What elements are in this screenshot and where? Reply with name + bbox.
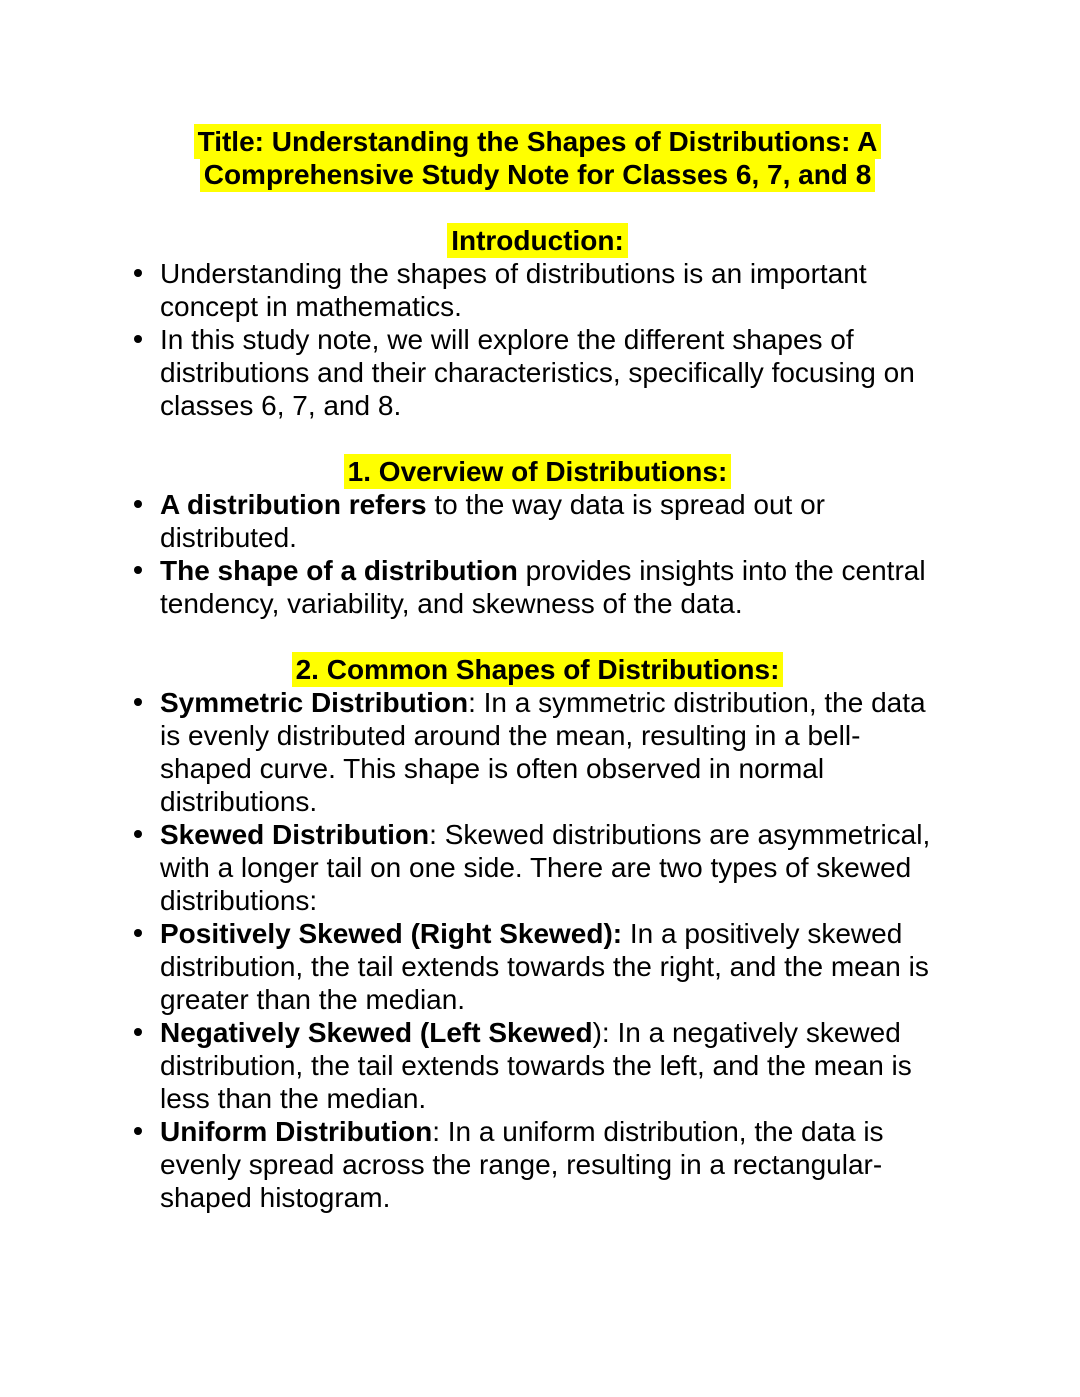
list-item [133,488,942,554]
bullet-text: provides insights into the central tendency, variability, and skewness of the data. [160,555,926,619]
bullet-bold-text: Negatively Skewed (Left Skewed [160,1017,593,1048]
bullet-bold-text: Uniform Distribution [160,1116,433,1147]
section-introduction-heading-highlight: Introduction: [447,223,628,258]
bullet-icon [134,566,142,574]
bullet-bold-text: The shape of a distribution [160,555,518,586]
bullet-text: : In a symmetric distribution, the data is evenly distributed around the mean, resulting in a bell-shaped curve. This shape is often observed in normal distributions. [160,687,926,817]
list-item [133,323,942,422]
bullet-icon [134,500,142,508]
list-item [133,554,942,620]
bullet-icon [134,269,142,277]
section-common-shapes-heading-highlight: 2. Common Shapes of Distributions: [292,652,784,687]
bullet-bold-text: Symmetric Distribution [160,687,469,718]
bullet-text: : Skewed distributions are asymmetrical, with a longer tail on one side. There are two types of skewed distributions: [160,819,931,916]
document-title [133,125,942,191]
bullet-bold-text: Skewed Distribution [160,819,430,850]
bullet-text: Understanding the shapes of distributions is an important concept in mathematics. [160,258,867,322]
list-item [133,257,942,323]
bullet-icon [134,1127,142,1135]
bullet-text: In a positively skewed distribution, the tail extends towards the right, and the mean is greater than the median. [160,918,929,1015]
introduction-bullet-list [133,257,942,422]
section-introduction [133,224,942,422]
bullet-icon [134,698,142,706]
bullet-icon [134,335,142,343]
bullet-text: : In a uniform distribution, the data is evenly spread across the range, resulting in a rectangular-shaped histogram. [160,1116,884,1213]
bullet-bold-text: Positively Skewed (Right Skewed): [160,918,623,949]
bullet-text: to the way data is spread out or distributed. [160,489,825,553]
section-introduction-heading [133,224,942,257]
section-common-shapes [133,653,942,1214]
list-item [133,1016,942,1115]
bullet-icon [134,1028,142,1036]
common-shapes-bullet-list [133,686,942,1214]
bullet-icon [134,929,142,937]
title-line-1-highlight: Title: Understanding the Shapes of Distributions: A [194,124,882,159]
list-item [133,818,942,917]
bullet-bold-text: A distribution refers [160,489,427,520]
section-overview-heading-highlight: 1. Overview of Distributions: [344,454,732,489]
title-line-2-highlight: Comprehensive Study Note for Classes 6, 7, and 8 [200,157,876,192]
bullet-icon [134,830,142,838]
list-item [133,917,942,1016]
list-item [133,686,942,818]
bullet-text: ): In a negatively skewed distribution, the tail extends towards the left, and the mean is less than the median. [160,1017,912,1114]
bullet-text: In this study note, we will explore the different shapes of distributions and their characteristics, specifically focusing on classes 6, 7, and 8. [160,324,915,421]
overview-bullet-list [133,488,942,620]
section-overview-heading [133,455,942,488]
list-item [133,1115,942,1214]
section-common-shapes-heading [133,653,942,686]
section-overview-of-distributions [133,455,942,620]
